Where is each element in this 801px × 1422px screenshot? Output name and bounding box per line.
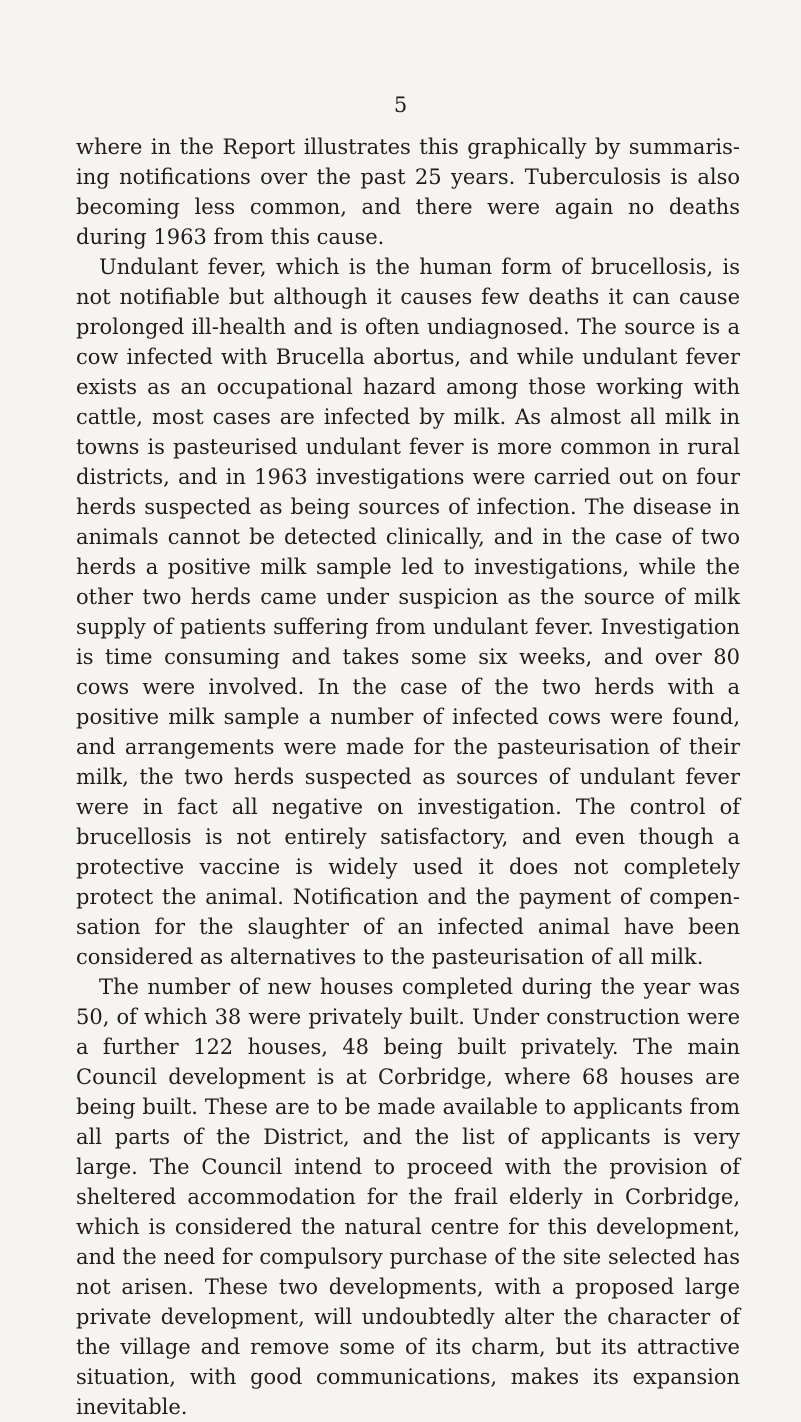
body-text: [76, 132, 740, 1422]
paragraph-tuberculosis: where in the Report illustrates this graphically by summaris- ing notifications over the past 25 years. Tuberculosis is also becoming less common, and there were again no deaths during 1963 from this cause.: [76, 135, 740, 249]
page-number: 5: [393, 93, 408, 117]
paragraph-housing: The number of new houses completed during the year was 50, of which 38 were privately built. Under construction were a further 122 houses, 48 being built privately. The main Council development is at Corbridge, where 68 houses are being built. These are to be made available to applicants from all parts of the District, and the list of applicants is very large. The Council intend to proceed with the provision of sheltered accommodation for the frail elderly in Corbridge, which is considered the natural centre for this development, and the need for compulsory purchase of the site selected has not arisen. These two developments, with a proposed large private development, will undoubtedly alter the character of the village and remove some of its charm, but its attractive situation, with good communications, makes its expansion inevitable.: [76, 975, 740, 1419]
paragraph-undulant-fever: Undulant fever, which is the human form of brucellosis, is not notifiable but although it causes few deaths it can cause prolonged ill-health and is often undiagnosed. The source is a cow infected with Brucella abortus, and while undulant fever exists as an occupational hazard among those working with cattle, most cases are infected by milk. As almost all milk in towns is pasteurised undulant fever is more common in rural districts, and in 1963 investigations were carried out on four herds suspected as being sources of infection. The disease in animals cannot be detected clinically, and in the case of two herds a positive milk sample led to investigations, while the other two herds came under suspicion as the source of milk supply of patients suffering from undulant fever. Investigation is time consuming and takes some six weeks, and over 80 cows were involved. In the case of the two herds with a positive milk sample a number of infected cows were found, and arrangements were made for the pasteurisation of their milk, the two herds suspected as sources of undulant fever were in fact all negative on investigation. The control of brucellosis is not entirely satisfactory, and even though a protective vaccine is widely used it does not completely protect the animal. Notification and the payment of compen- sation for the slaughter of an infected animal have been considered as alternatives to the pasteurisation of all milk.: [76, 255, 740, 969]
